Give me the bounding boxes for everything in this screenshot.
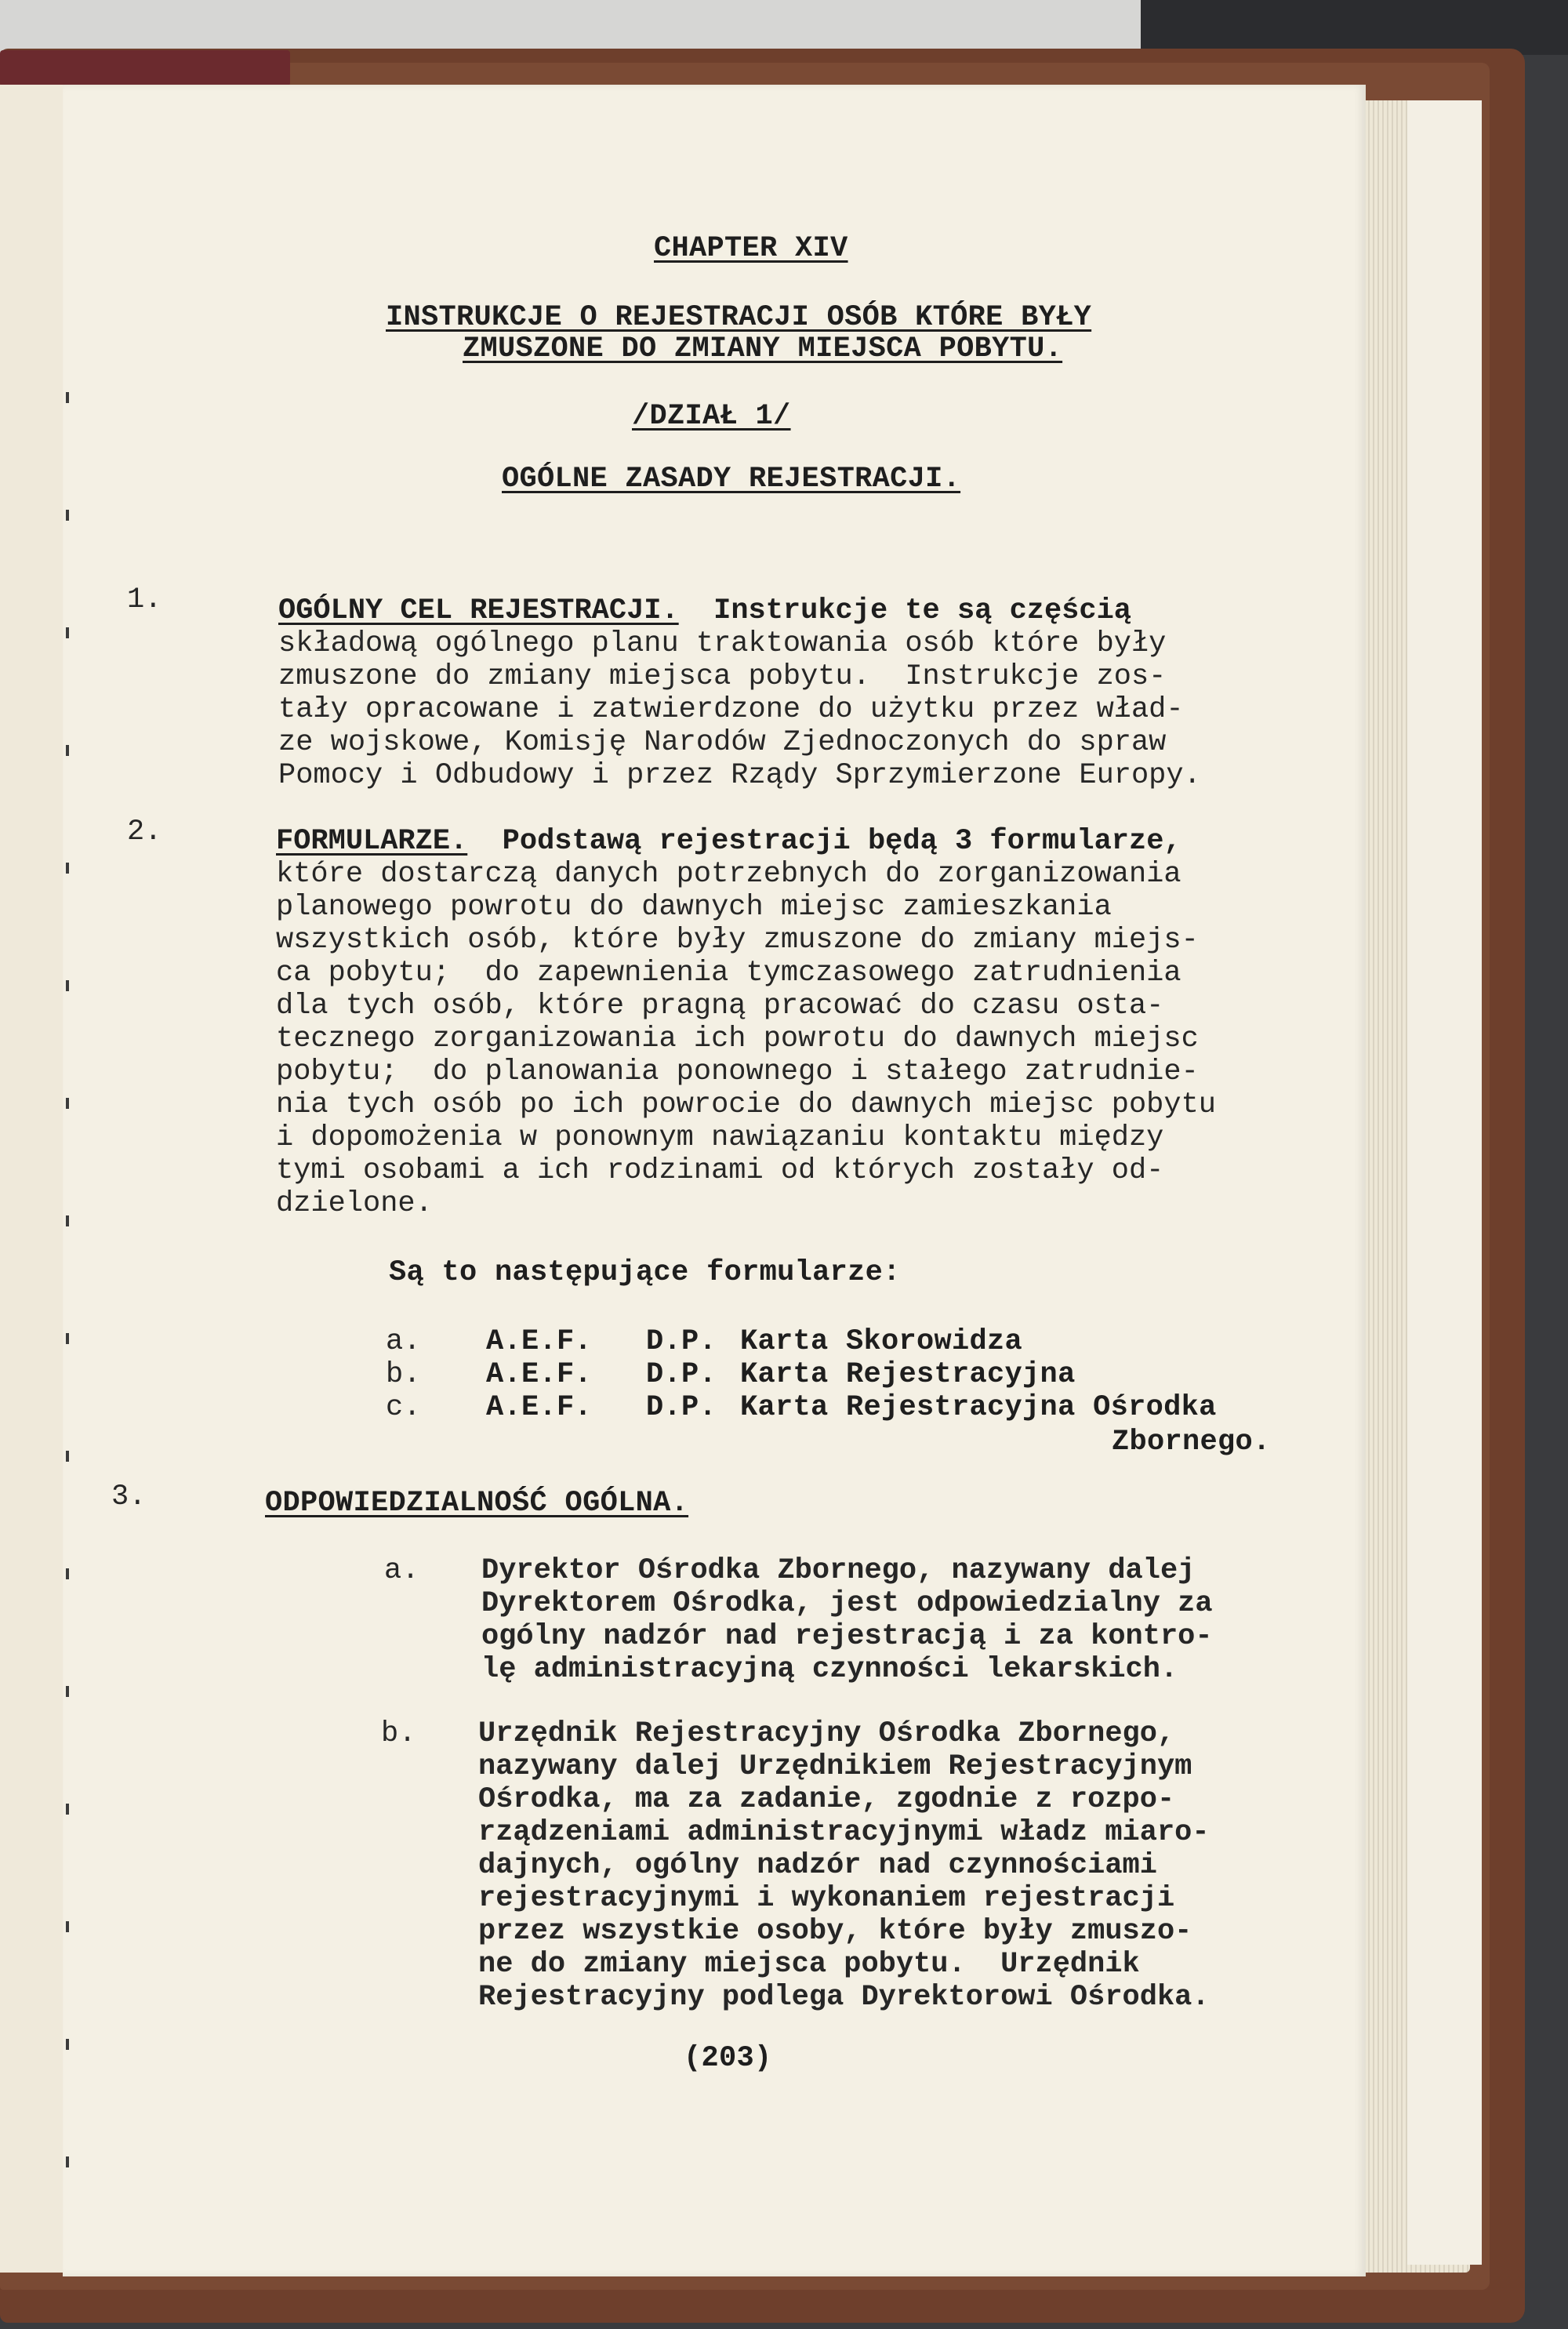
item-2-paragraph bbox=[276, 825, 1216, 1220]
title-line-2: ZMUSZONE DO ZMIANY MIEJSCA POBYTU. bbox=[463, 332, 1063, 365]
form-name: Karta Skorowidza bbox=[740, 1325, 1023, 1358]
title-line-1: INSTRUKCJE O REJESTRACJI OSÓB KTÓRE BYŁY bbox=[386, 301, 1092, 334]
text-line: Ośrodka, ma za zadanie, zgodnie z rozpo- bbox=[478, 1783, 1175, 1816]
bookmark-ribbon bbox=[0, 50, 290, 86]
form-dp: D.P. bbox=[646, 1358, 717, 1391]
section-label: /DZIAŁ 1/ bbox=[632, 400, 791, 433]
form-name: Karta Rejestracyjna Ośrodka bbox=[740, 1391, 1217, 1424]
scan-background-light bbox=[0, 0, 1141, 55]
text-line: nia tych osób po ich powrocie do dawnych miejsc pobytu bbox=[276, 1088, 1216, 1121]
form-name-continuation: Zbornego. bbox=[1112, 1426, 1271, 1459]
form-name: Karta Rejestracyjna bbox=[740, 1358, 1076, 1391]
text-line: pobytu; do planowania ponownego i stałego zatrudnie- bbox=[276, 1055, 1199, 1088]
text-line: ne do zmiany miejsca pobytu. Urzędnik bbox=[478, 1948, 1140, 1981]
text-line: ca pobytu; do zapewnienia tymczasowego zatrudnienia bbox=[276, 957, 1181, 990]
form-code: A.E.F. bbox=[486, 1391, 593, 1424]
form-code: A.E.F. bbox=[486, 1325, 593, 1358]
form-letter: a. bbox=[386, 1325, 422, 1358]
item-3a-paragraph bbox=[481, 1554, 1213, 1686]
item-3b-paragraph bbox=[478, 1717, 1210, 2014]
chapter-heading: CHAPTER XIV bbox=[654, 232, 848, 265]
item-heading: ODPOWIEDZIALNOŚĆ OGÓLNA. bbox=[265, 1487, 689, 1520]
section-title: OGÓLNE ZASADY REJESTRACJI. bbox=[502, 463, 961, 496]
form-letter: b. bbox=[386, 1358, 422, 1391]
item-number: 1. bbox=[127, 583, 162, 616]
text-line: ze wojskowe, Komisję Narodów Zjednoczonych do spraw bbox=[278, 726, 1167, 759]
form-letter: c. bbox=[386, 1391, 422, 1424]
sub-letter: a. bbox=[384, 1554, 420, 1587]
form-dp: D.P. bbox=[646, 1391, 717, 1424]
forms-intro: Są to następujące formularze: bbox=[389, 1256, 901, 1289]
text-line: zmuszone do zmiany miejsca pobytu. Instrukcje zos- bbox=[278, 660, 1167, 693]
text-line: wszystkich osób, które były zmuszone do zmiany miejs- bbox=[276, 924, 1199, 957]
text-line: dla tych osób, które pragną pracować do czasu osta- bbox=[276, 990, 1164, 1023]
item-number: 2. bbox=[127, 816, 162, 848]
text-line: ogólny nadzór nad rejestracją i za kontro- bbox=[481, 1620, 1213, 1653]
text-line: rejestracyjnymi i wykonaniem rejestracji bbox=[478, 1882, 1175, 1915]
text-line: tecznego zorganizowania ich powrotu do dawnych miejsc bbox=[276, 1023, 1199, 1055]
text-line: które dostarczą danych potrzebnych do zorganizowania bbox=[276, 858, 1181, 891]
item-first-line: Podstawą rejestracji będą 3 formularze, bbox=[502, 825, 1181, 858]
text-line: Rejestracyjny podlega Dyrektorowi Ośrodka. bbox=[478, 1981, 1210, 2014]
item-first-line: Instrukcje te są częścią bbox=[713, 594, 1131, 627]
text-line: składową ogólnego planu traktowania osób które były bbox=[278, 627, 1167, 660]
text-line: Dyrektor Ośrodka Zbornego, nazywany dalej bbox=[481, 1554, 1196, 1587]
item-heading: FORMULARZE. bbox=[276, 825, 468, 858]
text-line: tymi osobami a ich rodzinami od których zostały od- bbox=[276, 1154, 1164, 1187]
text-line: dzielone. bbox=[276, 1187, 433, 1220]
text-line: rządzeniami administracyjnymi władz miaro- bbox=[478, 1816, 1210, 1849]
text-line: Dyrektorem Ośrodka, jest odpowiedzialny za bbox=[481, 1587, 1213, 1620]
page-number: (203) bbox=[684, 2042, 772, 2075]
text-line: Pomocy i Odbudowy i przez Rządy Sprzymierzone Europy. bbox=[278, 759, 1201, 792]
endpaper bbox=[1407, 100, 1482, 2265]
text-line: nazywany dalej Urzędnikiem Rejestracyjnym bbox=[478, 1750, 1192, 1783]
item-heading: OGÓLNY CEL REJESTRACJI. bbox=[278, 594, 679, 627]
text-line: dajnych, ogólny nadzór nad czynnościami bbox=[478, 1849, 1157, 1882]
item-number: 3. bbox=[111, 1481, 147, 1513]
form-dp: D.P. bbox=[646, 1325, 717, 1358]
scan-background bbox=[0, 0, 1568, 55]
text-line: i dopomożenia w ponownym nawiązaniu kontaktu między bbox=[276, 1121, 1164, 1154]
text-line: Urzędnik Rejestracyjny Ośrodka Zbornego, bbox=[478, 1717, 1175, 1750]
sub-letter: b. bbox=[381, 1717, 417, 1750]
binding-marks bbox=[66, 392, 69, 2196]
facing-page-edge bbox=[0, 85, 66, 2273]
text-line: planowego powrotu do dawnych miejsc zamieszkania bbox=[276, 891, 1112, 924]
text-line: lę administracyjną czynności lekarskich. bbox=[481, 1653, 1178, 1686]
item-1-paragraph bbox=[278, 594, 1201, 792]
text-line: tały opracowane i zatwierdzone do użytku przez wład- bbox=[278, 693, 1184, 726]
form-code: A.E.F. bbox=[486, 1358, 593, 1391]
text-line: przez wszystkie osoby, które były zmuszo- bbox=[478, 1915, 1192, 1948]
